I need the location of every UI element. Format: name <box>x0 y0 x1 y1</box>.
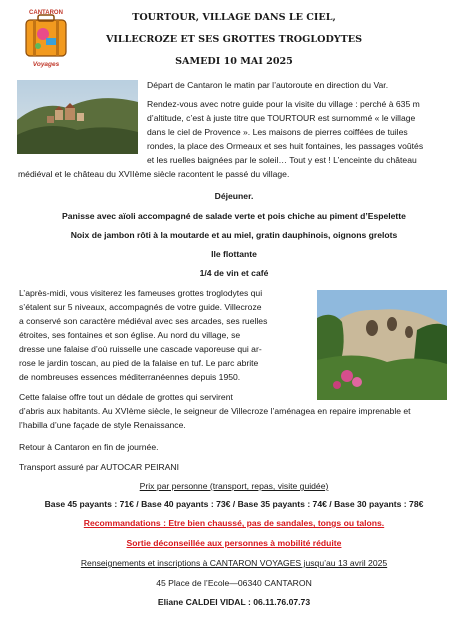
visit-line-4: rondes, la place des Ormeaux et ses huit fontaines, les passages voûtés <box>147 141 424 151</box>
trip-date: SAMEDI 10 MAI 2025 <box>175 56 293 67</box>
villecroze-cliff-photo <box>317 290 447 400</box>
visit-line-5: et les ruelles baignées par le soleil… Tout y est ! L’enceinte du château <box>147 155 417 165</box>
recommendations: Recommandations : Etre bien chaussé, pas de sandales, tongs ou talons. <box>83 518 385 528</box>
departure-text: Départ de Cantaron le matin par l’autoroute en direction du Var. <box>147 80 389 90</box>
afternoon-line-1: L’après-midi, vous visiterez les fameuses grottes troglodytes qui <box>19 288 263 298</box>
afternoon-line-8: Cette falaise offre tout un dédale de grottes qui servirent <box>19 392 233 402</box>
return-text: Retour à Cantaron en fin de journée. <box>19 442 159 452</box>
visit-line-2: d’altitude, c’est à juste titre que TOURTOUR est surnommé « le village <box>147 113 416 123</box>
visit-line-1: Rendez-vous avec notre guide pour la visite du village : perché à 635 m <box>147 99 420 109</box>
registration-info: Renseignements et inscriptions à CANTARON VOYAGES jusqu’au 13 avril 2025 <box>80 558 388 568</box>
visit-line-3: dans le ciel de Provence ». Les maisons de pierres coiffées de tuiles <box>147 127 408 137</box>
lunch-main: Noix de jambon rôti à la moutarde et au miel, gratin dauphinois, oignons grelots <box>70 230 398 240</box>
svg-text:Voyages: Voyages <box>32 61 60 68</box>
lunch-drinks: 1/4 de vin et café <box>199 268 269 278</box>
afternoon-line-10: l’habilla d’une façade de style Renaissance. <box>19 420 186 430</box>
afternoon-line-2: s’étalent sur 5 niveaux, accompagnés de votre guide. Villecroze <box>19 302 262 312</box>
afternoon-line-7: de nombreuses essences méditerranéennes depuis 1950. <box>19 372 241 382</box>
afternoon-line-4: étroites, ses fontaines et son église. Au nord du village, se <box>19 330 241 340</box>
afternoon-line-9: d’abris aux habitants. Au XVIème siècle, le seigneur de Villecroze l’aménagea en repaire imprenable et <box>19 406 411 416</box>
lunch-starter: Panisse avec aïoli accompagné de salade verte et pois chiche au piment d’Espelette <box>62 211 406 221</box>
title-line-1: TOURTOUR, VILLAGE DANS LE CIEL, <box>132 12 336 23</box>
title-line-2: VILLECROZE ET SES GROTTES TROGLODYTES <box>105 34 362 45</box>
afternoon-line-5: dresse une falaise d’où ruisselle une cascade vaporeuse qui ar- <box>19 344 262 354</box>
contact-person: Eliane CALDEI VIDAL : 06.11.76.07.73 <box>157 597 311 607</box>
lunch-heading: Déjeuner. <box>214 191 254 201</box>
afternoon-line-3: a conservé son caractère médiéval avec ses arcades, ses ruelles <box>19 316 268 326</box>
transport-text: Transport assuré par AUTOCAR PEIRANI <box>19 462 179 472</box>
visit-line-6: médiéval et le château du XVIIème siècle racontent le passé du village. <box>18 169 290 179</box>
afternoon-line-6: rose le jardin toscan, au pied de la falaise en tuf. Le parc abrite <box>19 358 259 368</box>
mobility-warning: Sortie déconseillée aux personnes à mobilité réduite <box>126 538 342 548</box>
svg-text:CANTARON: CANTARON <box>29 10 63 16</box>
address: 45 Place de l’Ecole—06340 CANTARON <box>156 578 312 588</box>
pricing-values: Base 45 payants : 71€ / Base 40 payants : 73€ / Base 35 payants : 74€ / Base 30 payants : 78€ <box>44 499 424 509</box>
lunch-dessert: Ile flottante <box>211 249 257 259</box>
tourtour-village-photo <box>17 80 138 154</box>
pricing-heading: Prix par personne (transport, repas, visite guidée) <box>139 481 329 491</box>
